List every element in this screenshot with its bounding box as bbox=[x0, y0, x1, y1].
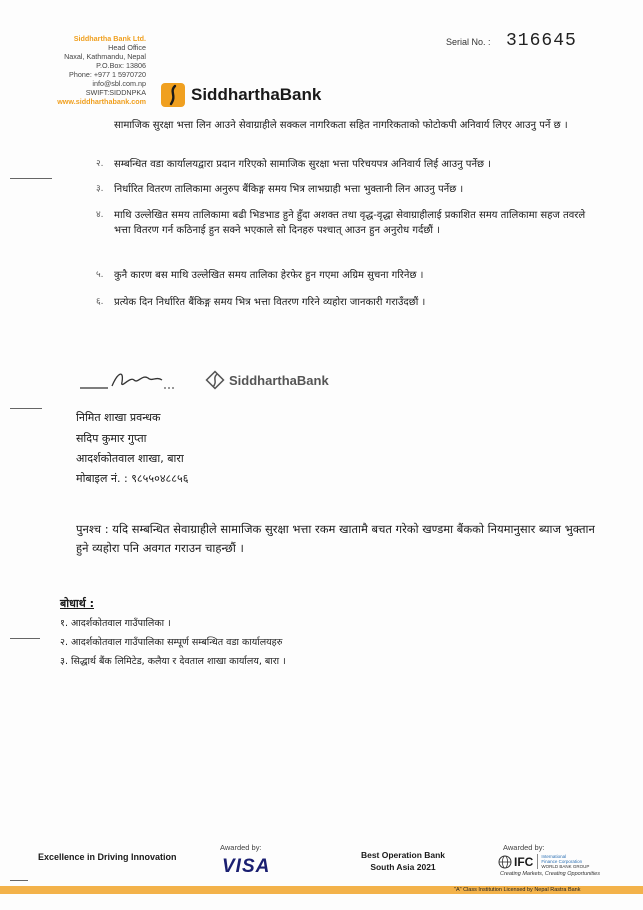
item-number: ५. bbox=[96, 270, 104, 280]
item-number: ६. bbox=[96, 297, 104, 307]
globe-icon bbox=[498, 855, 512, 869]
fold-mark bbox=[10, 638, 40, 639]
signatory-title: निमित शाखा प्रवन्धक bbox=[76, 411, 161, 424]
postscript: पुनश्च : यदि सम्बन्धित सेवाग्राहीले सामाजिक सुरक्षा भत्ता रकम खातामै बचत गरेको खण्डमा बैंकको नियमानुसार ब्याज भुक्तान हुने व्यहोरा पनि अवगत गराउन चाहन्छौं । bbox=[76, 522, 595, 555]
award-line: Best Operation Bank bbox=[360, 850, 446, 860]
serial-number: 316645 bbox=[506, 31, 577, 51]
item-text: कुनै कारण बस माथि उल्लेखित समय तालिका हेरफेर हुन गएमा अग्रिम सुचना गरिनेछ । bbox=[114, 270, 424, 281]
awarded-by-label: Awarded by: bbox=[503, 843, 545, 852]
item-text: माथि उल्लेखित समय तालिकामा बढी भिडभाड हुने हुँदा अशक्त तथा वृद्ध-वृद्धा सेवाग्राहीलाई प्रकाशित समय तालिकामा सहज तवरले भत्ता वितरण गर्न कठिनाई हुन सक्ने भएकाले सो दिनहरु पश्चात् आउन हुन अनुरोध गर्दछौं । bbox=[114, 210, 586, 236]
item-text: सामाजिक सुरक्षा भत्ता लिन आउने सेवाग्राहीले सक्कल नागरिकता सहित नागरिकताको फोटोकपी अनिवार्य लिएर आउनु पर्ने छ । bbox=[114, 120, 568, 131]
item-number: २. bbox=[96, 159, 104, 169]
address-line: info@sbl.com.np bbox=[92, 79, 146, 88]
item-number: ३. bbox=[96, 184, 104, 194]
list-item bbox=[96, 157, 586, 173]
stamp-logo-icon bbox=[205, 370, 225, 390]
website-link[interactable]: www.siddharthabank.com bbox=[57, 97, 146, 106]
list-item bbox=[96, 118, 586, 150]
cc-item: ३. सिद्धार्थ बैंक लिमिटेड, कलैया र देवताल शाखा कार्यालय, बारा । bbox=[60, 656, 286, 667]
address-line: Phone: +977 1 5970720 bbox=[69, 70, 146, 79]
ifc-org-block bbox=[537, 854, 589, 869]
address-line: Head Office bbox=[108, 43, 146, 52]
bank-logo bbox=[160, 80, 321, 110]
stamp-text: SiddharthaBank bbox=[229, 372, 329, 388]
cc-item: १. आदर्शकोतवाल गाउँपालिका । bbox=[60, 618, 171, 629]
list-item bbox=[96, 268, 586, 284]
address-line: SWIFT:SIDDNPKA bbox=[85, 88, 146, 97]
item-number: ४. bbox=[96, 210, 104, 220]
signature-scribble bbox=[78, 366, 178, 394]
item-text: प्रत्येक दिन निर्धारित बैंकिङ्ग समय भित्र भत्ता वितरण गरिने व्यहोरा जानकारी गराउँदछौं । bbox=[114, 297, 426, 308]
fold-mark bbox=[10, 880, 28, 881]
list-item bbox=[96, 295, 586, 311]
item-text: निर्धारित वितरण तालिकामा अनुरुप बैंकिङ्ग समय भित्र लाभग्राही भत्ता भुक्तानी लिन आउनु पर्नेछ । bbox=[114, 184, 464, 195]
awarded-by-label: Awarded by: bbox=[220, 843, 262, 852]
fold-mark bbox=[10, 178, 52, 179]
ifc-org-line: Finance Corporation bbox=[541, 859, 583, 864]
signatory-branch: आदर्शकोतवाल शाखा, बारा bbox=[76, 452, 184, 465]
list-item bbox=[96, 208, 586, 258]
award-excellence: Excellence in Driving Innovation bbox=[38, 852, 177, 862]
signatory-name: सदिप कुमार गुप्ता bbox=[76, 432, 147, 445]
fold-mark bbox=[10, 408, 42, 409]
item-text: सम्बन्धित वडा कार्यालयद्वारा प्रदान गरिएको सामाजिक सुरक्षा भत्ता परिचयपत्र अनिवार्य लिई आउनु पर्नेछ । bbox=[114, 159, 492, 170]
bank-stamp bbox=[205, 370, 329, 390]
ifc-tagline: Creating Markets, Creating Opportunities bbox=[500, 871, 600, 877]
address-line: Naxal, Kathmandu, Nepal bbox=[64, 52, 146, 61]
award-line: South Asia 2021 bbox=[370, 862, 436, 872]
list-item bbox=[96, 182, 586, 198]
logo-text: SiddharthaBank bbox=[191, 85, 322, 104]
visa-logo: VISA bbox=[222, 856, 271, 877]
bank-address-block bbox=[20, 34, 146, 106]
ifc-logo bbox=[498, 854, 589, 869]
address-line: P.O.Box: 13806 bbox=[96, 61, 146, 70]
siddhartha-flame-icon bbox=[160, 82, 186, 108]
ifc-group: WORLD BANK GROUP bbox=[541, 864, 590, 869]
cc-item: २. आदर्शकोतवाल गाउँपालिका सम्पूर्ण सम्बन्धित वडा कार्यालयहरु bbox=[60, 637, 283, 648]
cc-title: बोधार्थ : bbox=[60, 597, 95, 610]
signatory-mobile: मोबाइल नं. : ९८५५०४८८५६ bbox=[76, 472, 189, 485]
bank-name: Siddhartha Bank Ltd. bbox=[73, 34, 146, 43]
award-best-operation bbox=[348, 849, 458, 873]
ifc-text: IFC bbox=[514, 854, 534, 869]
ifc-org-line: International bbox=[541, 854, 567, 859]
license-text: "A" Class Institution Licensed by Nepal Rastra Bank bbox=[454, 887, 581, 893]
serial-label: Serial No. : bbox=[446, 37, 491, 47]
